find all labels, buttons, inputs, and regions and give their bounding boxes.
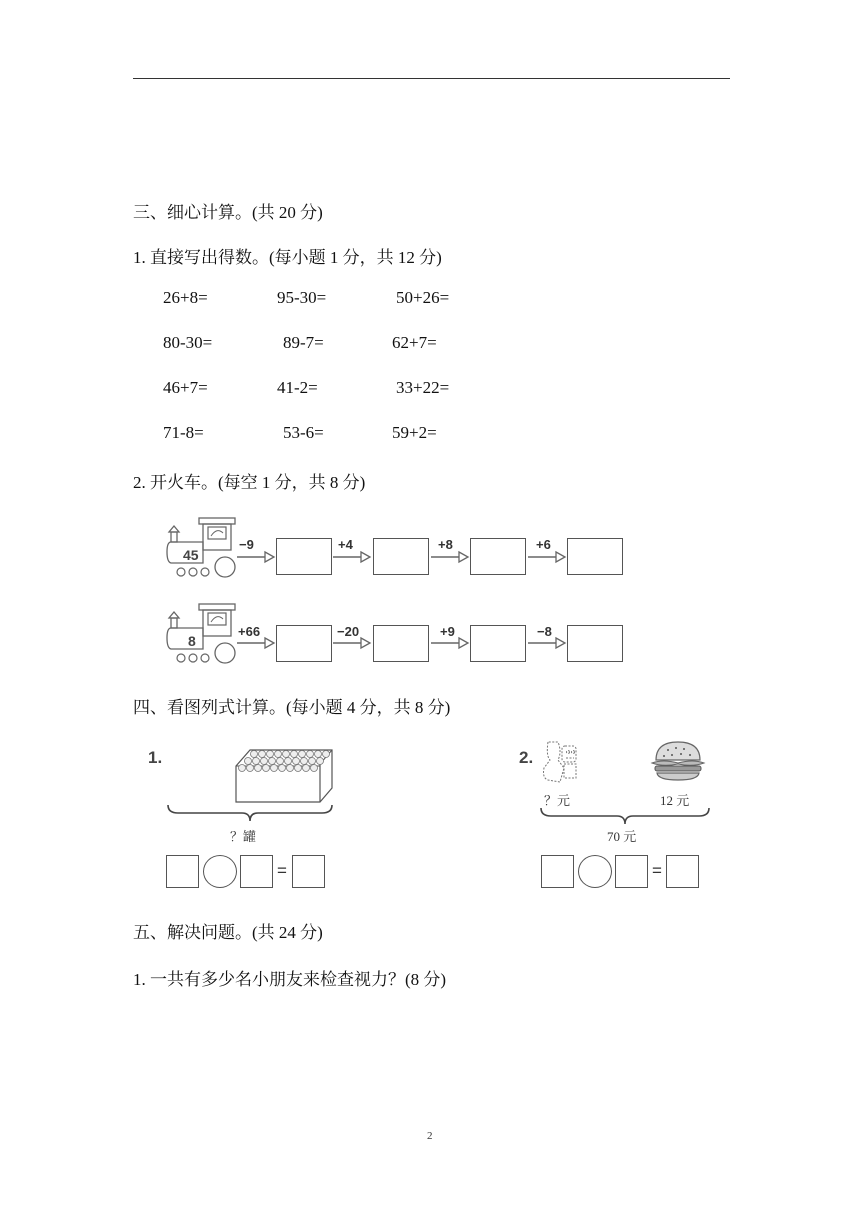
arrow-right-icon	[528, 551, 566, 563]
calc-item: 89-7=	[283, 333, 324, 352]
train2-start-value: 8	[188, 633, 196, 649]
train1-op-1: −9	[239, 537, 254, 552]
brace-icon	[539, 806, 711, 826]
problem1-number: 1.	[148, 748, 163, 767]
problem2-left-price: ？元	[544, 793, 571, 808]
answer-box[interactable]	[276, 538, 332, 575]
problem1-brace-label: ？罐	[230, 829, 257, 844]
answer-box[interactable]	[541, 855, 574, 888]
calc-item: 95-30=	[277, 288, 327, 307]
answer-box[interactable]	[292, 855, 325, 888]
train2-op-1: +66	[238, 624, 261, 639]
arrow-right-icon	[431, 551, 469, 563]
answer-box[interactable]	[470, 538, 526, 575]
problem2-total: 70 元	[607, 829, 637, 844]
arrow-right-icon	[528, 637, 566, 649]
calc-item: 46+7=	[163, 378, 208, 397]
equals-sign: =	[277, 861, 287, 880]
train-engine-icon	[163, 515, 241, 581]
hamburger-icon	[648, 738, 708, 784]
answer-box[interactable]	[615, 855, 648, 888]
arrow-right-icon	[333, 637, 371, 649]
train2-op-3: +9	[440, 624, 455, 639]
arrow-right-icon	[237, 551, 275, 563]
train1-start-value: 45	[183, 547, 199, 563]
train2-op-4: −8	[537, 624, 552, 639]
answer-box[interactable]	[567, 538, 623, 575]
train-engine-icon	[163, 601, 241, 667]
train1-op-2: +4	[338, 537, 353, 552]
problem2-number: 2.	[519, 748, 534, 767]
calc-item: 53-6=	[283, 423, 324, 442]
calc-item: 71-8=	[163, 423, 204, 442]
q1-title: 1. 直接写出得数。(每小题 1 分，共 12 分)	[133, 248, 442, 267]
arrow-right-icon	[237, 637, 275, 649]
calc-item: 80-30=	[163, 333, 213, 352]
equals-sign: =	[652, 861, 662, 880]
q2-title: 2. 开火车。(每空 1 分，共 8 分)	[133, 473, 366, 492]
answer-box[interactable]	[567, 625, 623, 662]
train2-op-2: −20	[337, 624, 360, 639]
answer-box[interactable]	[373, 625, 429, 662]
header-rule	[133, 78, 730, 79]
calc-item: 62+7=	[392, 333, 437, 352]
answer-box[interactable]	[240, 855, 273, 888]
arrow-right-icon	[431, 637, 469, 649]
operator-circle[interactable]	[578, 855, 612, 888]
section5-heading: 五、解决问题。(共 24 分)	[133, 923, 323, 942]
brace-icon	[166, 803, 334, 823]
section4-heading: 四、看图列式计算。(每小题 4 分，共 8 分)	[133, 698, 451, 717]
answer-box[interactable]	[666, 855, 699, 888]
answer-box[interactable]	[166, 855, 199, 888]
arrow-right-icon	[333, 551, 371, 563]
page-number: 2	[427, 1130, 433, 1142]
answer-box[interactable]	[373, 538, 429, 575]
section3-heading: 三、细心计算。(共 20 分)	[133, 203, 323, 222]
section5-q1: 1. 一共有多少名小朋友来检查视力？(8 分)	[133, 970, 447, 989]
answer-box[interactable]	[276, 625, 332, 662]
answer-box[interactable]	[470, 625, 526, 662]
calc-item: 59+2=	[392, 423, 437, 442]
train1-op-3: +8	[438, 537, 453, 552]
operator-circle[interactable]	[203, 855, 237, 888]
train1-op-4: +6	[536, 537, 551, 552]
calc-item: 50+26=	[396, 288, 450, 307]
calc-item: 33+22=	[396, 378, 450, 397]
can-box-icon	[232, 746, 336, 804]
toy-figure-icon	[540, 738, 582, 784]
calc-item: 26+8=	[163, 288, 208, 307]
calc-item: 41-2=	[277, 378, 318, 397]
problem2-right-price: 12 元	[660, 793, 690, 808]
